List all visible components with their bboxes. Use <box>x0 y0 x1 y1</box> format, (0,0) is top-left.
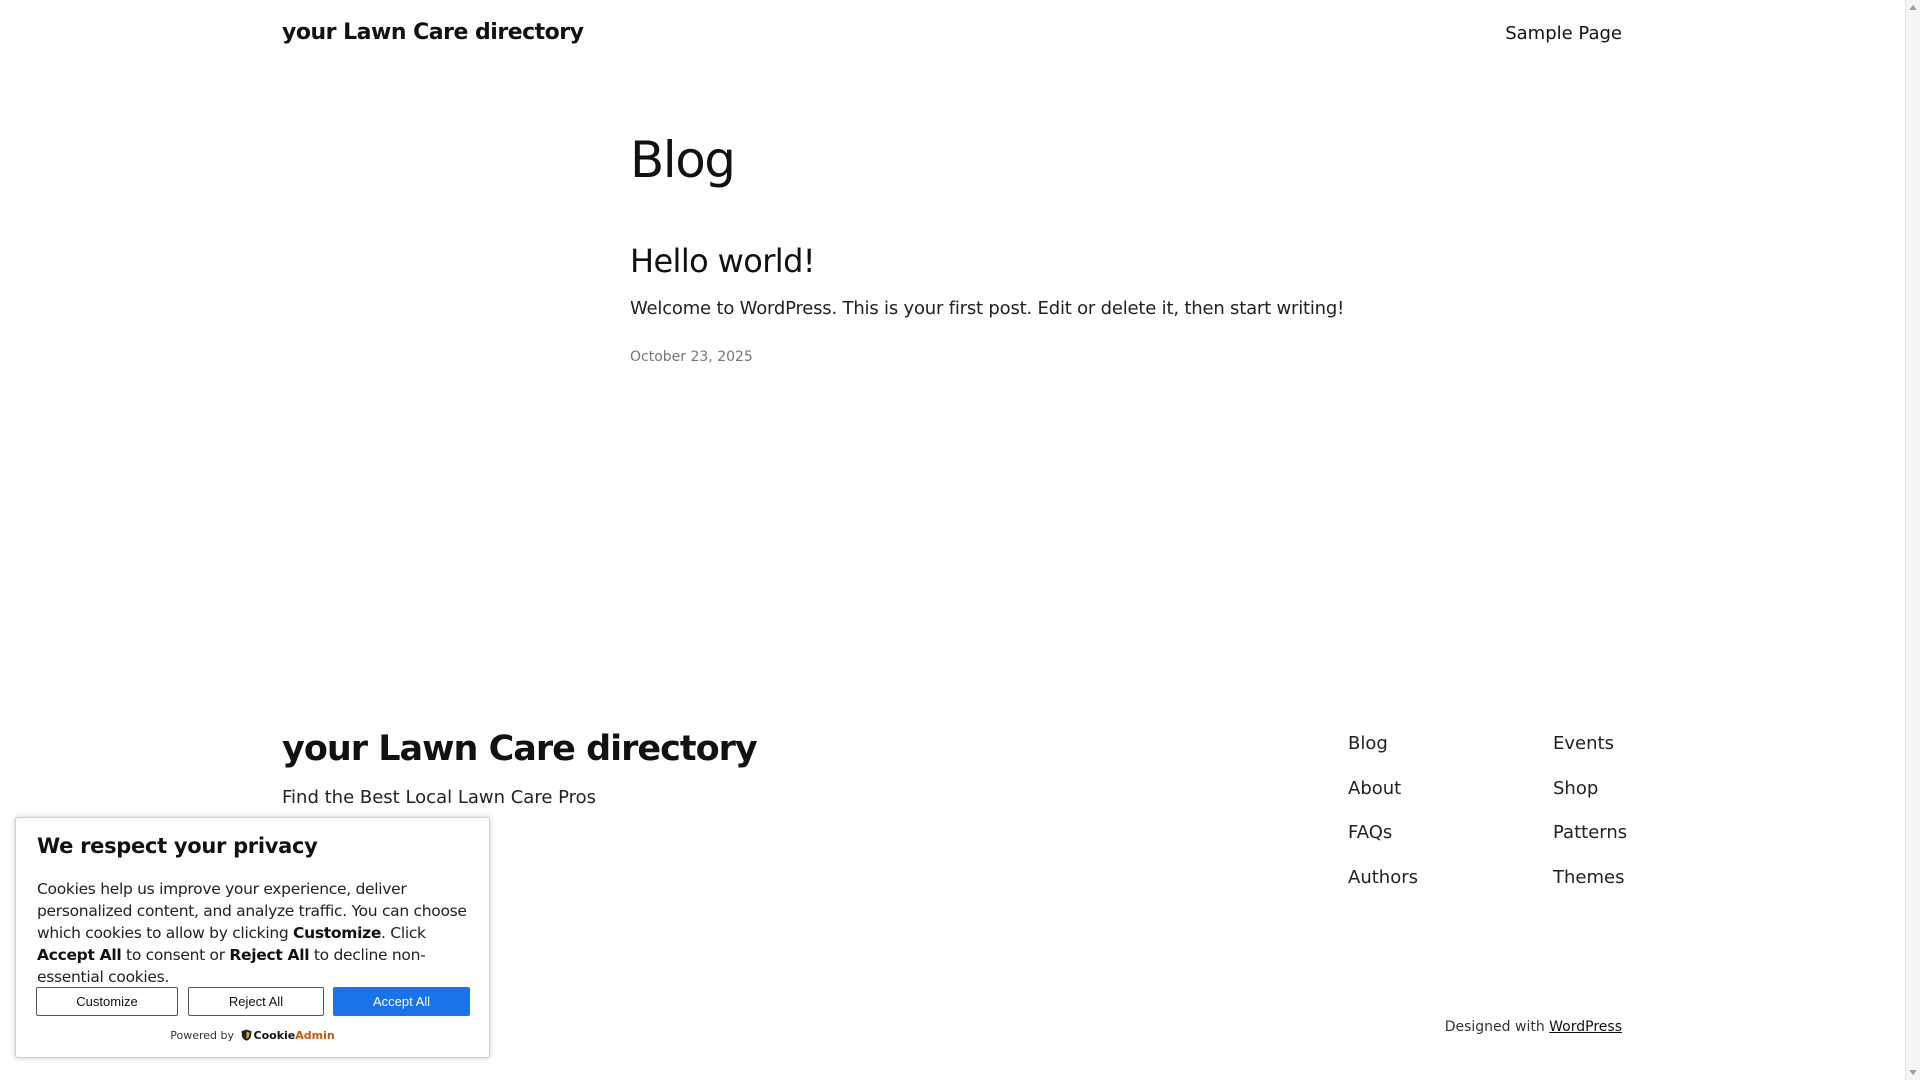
page-title: Blog <box>630 131 735 189</box>
powered-by-label: Powered by <box>170 1029 235 1042</box>
footer-link-shop[interactable]: Shop <box>1553 777 1599 799</box>
post-item <box>630 242 1430 365</box>
powered-by <box>16 1029 489 1044</box>
cookie-text-part: to consent or <box>121 946 230 964</box>
post-date[interactable]: October 23, 2025 <box>630 349 753 366</box>
wordpress-link[interactable]: WordPress <box>1549 1019 1622 1035</box>
site-title-link[interactable]: your Lawn Care directory <box>282 20 584 45</box>
footer-link-patterns[interactable]: Patterns <box>1553 822 1628 843</box>
cookie-text-customize: Customize <box>293 924 382 942</box>
reject-all-button[interactable]: Reject All <box>188 987 324 1016</box>
cookie-banner-description <box>37 878 477 988</box>
cookieadmin-shield-icon <box>241 1029 252 1044</box>
site-header <box>282 20 1622 50</box>
brand-admin: Admin <box>295 1029 335 1042</box>
cookieadmin-logo[interactable] <box>254 1029 335 1042</box>
footer-nav-column-1 <box>1348 733 1418 911</box>
footer-link-themes[interactable]: Themes <box>1553 866 1625 888</box>
footer-link-blog[interactable]: Blog <box>1348 733 1388 754</box>
scroll-down-icon[interactable] <box>1909 1070 1917 1075</box>
footer-link-about[interactable]: About <box>1348 777 1402 799</box>
cookie-text-part: Cookies help us improve your experience, deliver personalized content, and analyze traffic. You can choose which cookies to allow by clicking <box>37 880 467 942</box>
cookie-banner-title: We respect your privacy <box>37 834 318 858</box>
cookie-consent-banner <box>15 817 490 1058</box>
customize-button[interactable]: Customize <box>36 987 178 1016</box>
footer-tagline: Find the Best Local Lawn Care Pros <box>282 787 597 808</box>
main-content <box>630 130 1430 365</box>
brand-cookie: Cookie <box>253 1029 296 1042</box>
footer-site-title[interactable]: your Lawn Care directory <box>282 729 757 769</box>
post-title-link[interactable]: Hello world! <box>630 242 816 280</box>
cookie-text-part: . Click <box>381 924 426 942</box>
credit-prefix: Designed with <box>1444 1019 1545 1035</box>
accept-all-button[interactable]: Accept All <box>333 987 470 1016</box>
cookie-text-part: to decline non-essential cookies. <box>37 946 426 986</box>
post-title <box>630 242 1430 280</box>
post-excerpt: Welcome to WordPress. This is your first post. Edit or delete it, then start writing! <box>630 298 1345 320</box>
footer-link-authors[interactable]: Authors <box>1348 866 1418 888</box>
scroll-up-icon[interactable] <box>1909 5 1917 10</box>
footer-nav-column-2 <box>1553 733 1627 911</box>
footer-link-faqs[interactable]: FAQs <box>1348 822 1393 843</box>
cookie-text-accept: Accept All <box>37 946 122 964</box>
nav-sample-page[interactable]: Sample Page <box>1505 23 1622 44</box>
vertical-scrollbar[interactable] <box>1905 0 1920 1080</box>
cookie-text-reject: Reject All <box>229 946 310 964</box>
footer-link-events[interactable]: Events <box>1553 733 1614 754</box>
footer-credit <box>1445 1019 1622 1035</box>
